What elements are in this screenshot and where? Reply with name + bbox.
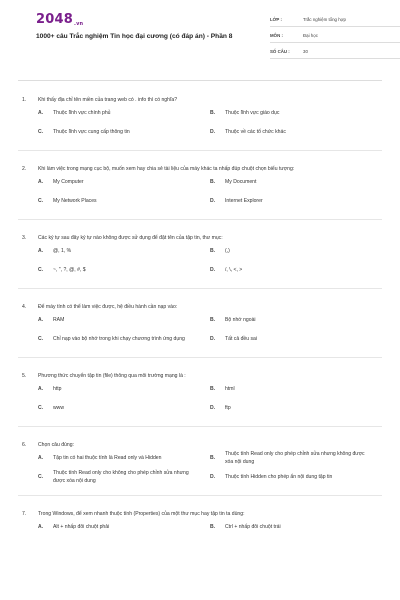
site-logo[interactable]: [36, 12, 83, 27]
meta-row-class: [270, 13, 400, 27]
question-item: [18, 358, 382, 427]
option-letter: A.: [38, 247, 44, 254]
option-text: Thuộc tính Hidden cho phép ẩn nội dung tập tin: [225, 473, 333, 480]
option-text: Chỉ nạp vào bộ nhớ trong khi chạy chương trình ứng dụng: [53, 335, 185, 342]
answer-option[interactable]: [210, 173, 382, 192]
option-text: Internet Explorer: [225, 197, 263, 204]
option-text: Thuộc tính Read only cho không cho phép chỉnh sửa nhưng được xóa nội dung: [53, 470, 189, 484]
header-divider: [18, 80, 382, 81]
answer-option[interactable]: [38, 104, 210, 123]
option-text: Thuộc lĩnh vực giáo dục: [225, 109, 280, 116]
option-text: www: [53, 404, 65, 411]
option-letter: B.: [210, 454, 216, 461]
question-item: [18, 151, 382, 220]
answer-option[interactable]: [210, 399, 382, 418]
answer-option[interactable]: [210, 311, 382, 330]
option-letter: B.: [210, 316, 216, 323]
option-text: Thuộc lĩnh vực cung cấp thông tin: [53, 128, 130, 135]
answer-option[interactable]: [38, 380, 210, 399]
document-meta: [270, 13, 400, 61]
option-letter: C.: [38, 266, 44, 273]
question-text: Phương thức chuyển tập tin (file) thông qua môi trường mạng là :: [38, 373, 186, 379]
question-item: [18, 220, 382, 289]
option-letter: A.: [38, 523, 44, 530]
question-text: Chọn câu đúng:: [38, 442, 74, 448]
option-letter: A.: [38, 454, 44, 461]
option-text: Thuộc lĩnh vực chính phủ: [53, 109, 111, 116]
answer-option[interactable]: [38, 173, 210, 192]
answer-option[interactable]: [210, 518, 382, 537]
answer-option[interactable]: [210, 330, 382, 349]
answer-option[interactable]: [210, 261, 382, 280]
option-letter: B.: [210, 178, 216, 185]
question-text: Các ký tự sau đây ký tự nào không được sử dụng để đặt tên của tập tin, thư mục:: [38, 235, 223, 241]
option-text: Bộ nhớ ngoài: [225, 316, 256, 323]
option-letter: D.: [210, 335, 216, 342]
meta-row-count: [270, 45, 400, 59]
answer-option[interactable]: [38, 468, 210, 487]
question-number: 6.: [22, 442, 27, 448]
answer-option[interactable]: [38, 518, 210, 537]
question-text: Trong Windows, để xem nhanh thuộc tính (Properties) của một thư mục hay tập tin ta dùng:: [38, 511, 245, 517]
question-number: 3.: [22, 235, 27, 241]
option-letter: B.: [210, 385, 216, 392]
answer-option[interactable]: [210, 468, 382, 487]
question-text: Khi thấy địa chỉ tên miền của trang web có . info thì có nghĩa?: [38, 97, 178, 103]
answer-option[interactable]: [38, 311, 210, 330]
answer-option[interactable]: [38, 242, 210, 261]
answer-option[interactable]: [210, 380, 382, 399]
question-number: 1.: [22, 97, 27, 103]
option-text: Thuộc tính Read only cho phép chỉnh sửa nhưng không được xóa nội dung: [225, 451, 365, 465]
question-item: [18, 289, 382, 358]
answer-option[interactable]: [210, 104, 382, 123]
question-item: [18, 82, 382, 151]
option-letter: D.: [210, 404, 216, 411]
option-text: My Document: [225, 178, 257, 185]
option-text: My Network Places: [53, 197, 97, 204]
option-letter: D.: [210, 128, 216, 135]
option-text: (,): [225, 247, 230, 254]
option-text: ftp: [225, 404, 231, 411]
option-text: Tất cả đều sai: [225, 335, 257, 342]
option-letter: B.: [210, 109, 216, 116]
question-text: Khi làm việc trong mạng cục bộ, muốn xem hay chia sẻ tài liệu của máy khác ta nhấp đúp chuột chọn biểu tượng:: [38, 166, 295, 172]
meta-key: SỐ CÂU :: [270, 49, 290, 54]
option-letter: C.: [38, 128, 44, 135]
answer-option[interactable]: [38, 449, 210, 468]
option-letter: C.: [38, 335, 44, 342]
option-text: Alt + nhấp đôi chuột phải: [53, 523, 110, 530]
question-text: Để máy tính có thể làm việc được, hệ điều hành cần nạp vào:: [38, 304, 178, 310]
option-text: /, \, <, >: [225, 266, 243, 273]
answer-option[interactable]: [210, 192, 382, 211]
option-text: http: [53, 385, 62, 392]
meta-key: LỚP :: [270, 17, 282, 22]
meta-value: Đại học: [303, 33, 318, 38]
option-letter: A.: [38, 178, 44, 185]
option-letter: C.: [38, 473, 44, 480]
option-letter: C.: [38, 404, 44, 411]
option-letter: B.: [210, 247, 216, 254]
option-letter: A.: [38, 109, 44, 116]
answer-option[interactable]: [210, 123, 382, 142]
answer-option[interactable]: [210, 242, 382, 261]
answer-option[interactable]: [210, 449, 382, 468]
question-number: 5.: [22, 373, 27, 379]
option-letter: C.: [38, 197, 44, 204]
option-text: My Computer: [53, 178, 84, 185]
option-letter: A.: [38, 316, 44, 323]
question-number: 7.: [22, 511, 27, 517]
option-text: Tập tin có hai thuộc tính là Read only và Hidden: [53, 454, 162, 461]
document-title: 1000+ câu Trắc nghiệm Tin học đại cương (có đáp án) - Phần 8: [36, 33, 233, 40]
option-text: html: [225, 385, 235, 392]
meta-key: MÔN :: [270, 33, 283, 38]
answer-option[interactable]: [38, 192, 210, 211]
answer-option[interactable]: [38, 330, 210, 349]
answer-option[interactable]: [38, 123, 210, 142]
meta-value: Trắc nghiệm tổng hợp: [303, 17, 346, 22]
option-letter: A.: [38, 385, 44, 392]
option-text: RAM: [53, 316, 65, 323]
option-text: Thuộc về các tổ chức khác: [225, 128, 286, 135]
document-header: [18, 0, 382, 78]
option-text: Ctrl + nhấp đôi chuột trái: [225, 523, 281, 530]
question-item: [18, 427, 382, 496]
question-item: [18, 496, 382, 545]
logo-suffix: .vn: [73, 21, 84, 27]
meta-row-subject: [270, 29, 400, 43]
option-letter: D.: [210, 473, 216, 480]
question-number: 4.: [22, 304, 27, 310]
option-text: ~, ", ?, @, #, $: [53, 266, 86, 273]
logo-text: 2048: [36, 12, 73, 27]
option-letter: B.: [210, 523, 216, 530]
answer-option[interactable]: [38, 399, 210, 418]
option-letter: D.: [210, 197, 216, 204]
answer-option[interactable]: [38, 261, 210, 280]
option-letter: D.: [210, 266, 216, 273]
option-text: @, 1, %: [53, 247, 72, 254]
meta-value: 30: [303, 49, 308, 54]
question-number: 2.: [22, 166, 27, 172]
